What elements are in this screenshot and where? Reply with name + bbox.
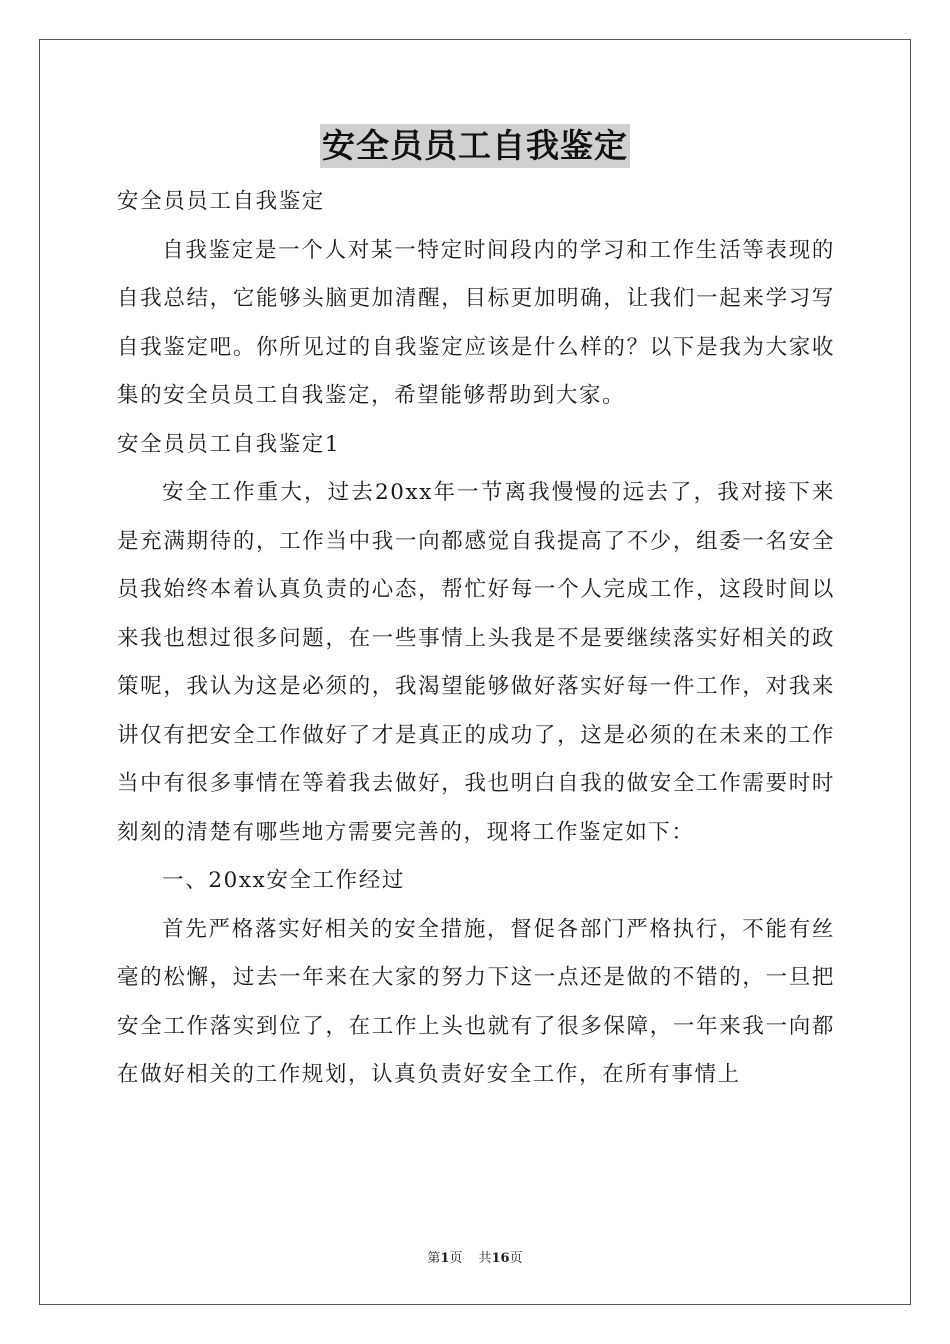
paragraph-intro: 自我鉴定是一个人对某一特定时间段内的学习和工作生活等表现的自我总结，它能够头脑更加清醒，目标更加明确，让我们一起来学习写自我鉴定吧。你所见过的自我鉴定应该是什么样的？以下是我为大家收集的安全员员工自我鉴定，希望能够帮助到大家。 <box>117 237 835 408</box>
paragraph-body: 首先严格落实好相关的安全措施，督促各部门严格执行，不能有丝毫的松懈，过去一年来在大家的努力下这一点还是做的不错的，一旦把安全工作落实到位了，在工作上头也就有了很多保障，一年来我一向都在做好相关的工作规划，认真负责好安全工作，在所有事情上 <box>117 916 835 1087</box>
page-number: 1 <box>440 1251 450 1266</box>
title-container <box>0 124 950 168</box>
paragraph-body: 安全工作重大，过去20xx年一节离我慢慢的远去了，我对接下来是充满期待的，工作当中我一向都感觉自我提高了不少，组委一名安全员我始终本着认真负责的心态，帮忙好每一个人完成工作，这段时间以来我也想过很多问题，在一些事情上头我是不是要继续落实好相关的政策呢，我认为这是必须的，我渴望能够做好落实好每一件工作，对我来讲仅有把安全工作做好了才是真正的成功了，这是必须的在未来的工作当中有很多事情在等着我去做好，我也明白自我的做安全工作需要时时刻刻的清楚有哪些地方需要完善的，现将工作鉴定如下： <box>117 480 835 845</box>
total-prefix: 共 <box>478 1251 492 1266</box>
subsection-heading: 一、20xx安全工作经过 <box>162 868 405 893</box>
page-footer <box>0 1247 950 1266</box>
total-pages: 16 <box>491 1251 510 1266</box>
total-suffix: 页 <box>509 1251 523 1266</box>
document-title: 安全员员工自我鉴定 <box>320 124 630 168</box>
section-heading: 安全员员工自我鉴定1 <box>117 431 341 457</box>
document-body <box>117 178 835 1100</box>
paragraph-subtitle: 安全员员工自我鉴定 <box>117 189 325 214</box>
page-suffix: 页 <box>449 1251 463 1266</box>
page-prefix: 第 <box>427 1251 441 1266</box>
